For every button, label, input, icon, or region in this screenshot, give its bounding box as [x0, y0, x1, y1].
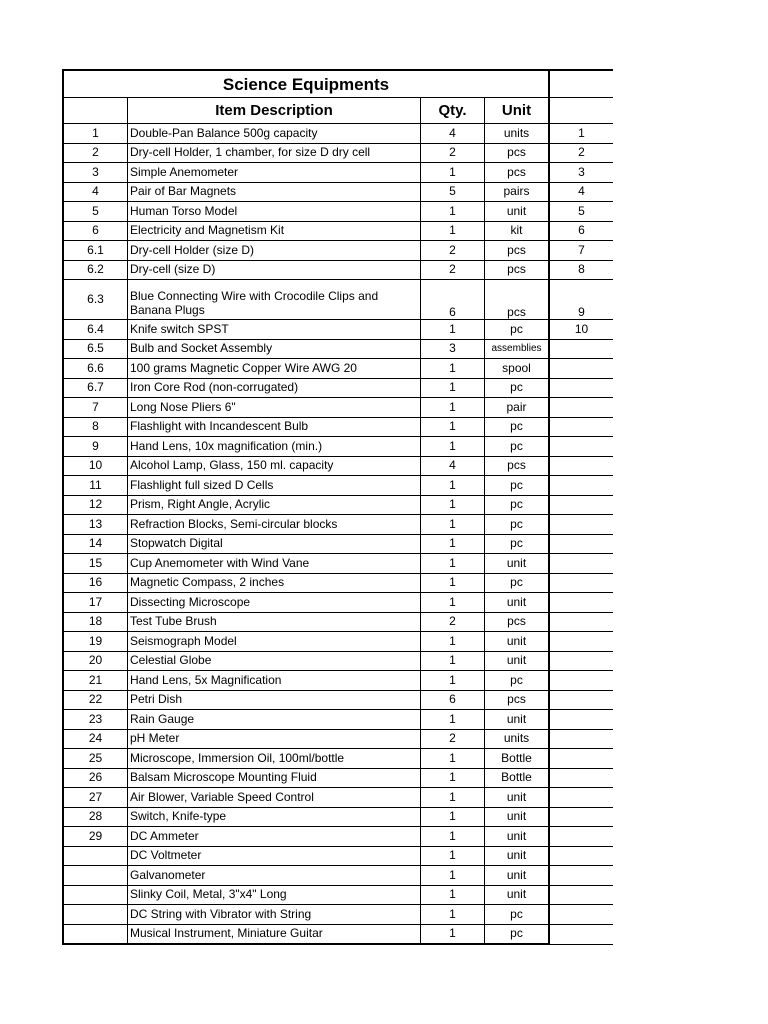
cell-qty[interactable]: 2 [421, 612, 485, 632]
cell-ext[interactable] [549, 671, 613, 691]
cell-description[interactable]: 100 grams Magnetic Copper Wire AWG 20 [128, 359, 421, 379]
cell-unit[interactable]: pcs [485, 456, 550, 476]
cell-qty[interactable]: 2 [421, 143, 485, 163]
cell-description[interactable]: Magnetic Compass, 2 inches [128, 573, 421, 593]
cell-ext[interactable] [549, 398, 613, 418]
cell-ext[interactable] [549, 359, 613, 379]
cell-ext[interactable]: 2 [549, 143, 613, 163]
cell-qty[interactable]: 1 [421, 320, 485, 340]
cell-description[interactable]: Musical Instrument, Miniature Guitar [128, 924, 421, 944]
cell-number[interactable]: 6.6 [63, 359, 128, 379]
cell-unit[interactable]: pcs [485, 241, 550, 261]
table-row [63, 143, 613, 163]
cell-ext[interactable] [549, 632, 613, 652]
table-row [63, 417, 613, 437]
cell-qty[interactable]: 2 [421, 241, 485, 261]
table-row [63, 671, 613, 691]
cell-unit[interactable]: unit [485, 866, 550, 886]
cell-number[interactable]: 4 [63, 182, 128, 202]
cell-qty[interactable]: 1 [421, 417, 485, 437]
cell-ext[interactable]: 4 [549, 182, 613, 202]
table-row [63, 515, 613, 535]
table-row [63, 846, 613, 866]
cell-ext[interactable] [549, 788, 613, 808]
cell-number[interactable]: 25 [63, 749, 128, 769]
cell-ext[interactable] [549, 476, 613, 496]
cell-number[interactable]: 14 [63, 534, 128, 554]
cell-qty[interactable]: 6 [421, 280, 485, 320]
cell-unit[interactable]: kit [485, 221, 550, 241]
cell-number[interactable]: 10 [63, 456, 128, 476]
cell-ext[interactable] [549, 554, 613, 574]
cell-ext[interactable] [549, 924, 613, 944]
cell-ext[interactable] [549, 827, 613, 847]
cell-unit[interactable]: unit [485, 593, 550, 613]
cell-unit[interactable]: pc [485, 320, 550, 340]
table-row [63, 690, 613, 710]
cell-ext[interactable] [549, 690, 613, 710]
cell-unit[interactable]: pc [485, 534, 550, 554]
cell-qty[interactable]: 1 [421, 593, 485, 613]
cell-qty[interactable]: 1 [421, 221, 485, 241]
cell-ext[interactable] [549, 651, 613, 671]
sheet-title[interactable]: Science Equipments [63, 70, 549, 98]
cell-qty[interactable]: 1 [421, 885, 485, 905]
cell-unit[interactable]: pc [485, 417, 550, 437]
cell-ext[interactable]: 5 [549, 202, 613, 222]
cell-description[interactable]: Alcohol Lamp, Glass, 150 ml. capacity [128, 456, 421, 476]
cell-ext[interactable] [549, 866, 613, 886]
table-row [63, 124, 613, 144]
header-description[interactable]: Item Description [128, 98, 421, 124]
cell-number[interactable]: 5 [63, 202, 128, 222]
table-row [63, 807, 613, 827]
cell-ext[interactable] [549, 846, 613, 866]
header-number[interactable] [63, 98, 128, 124]
cell-number[interactable]: 19 [63, 632, 128, 652]
cell-description[interactable]: Hand Lens, 5x Magnification [128, 671, 421, 691]
cell-description[interactable]: Bulb and Socket Assembly [128, 339, 421, 359]
cell-ext[interactable] [549, 729, 613, 749]
cell-description[interactable]: Double-Pan Balance 500g capacity [128, 124, 421, 144]
cell-qty[interactable]: 1 [421, 788, 485, 808]
cell-description[interactable]: Knife switch SPST [128, 320, 421, 340]
cell-ext[interactable]: 6 [549, 221, 613, 241]
cell-number[interactable]: 9 [63, 437, 128, 457]
cell-description[interactable]: Long Nose Pliers 6" [128, 398, 421, 418]
header-unit[interactable]: Unit [485, 98, 550, 124]
table-row [63, 398, 613, 418]
cell-number[interactable]: 21 [63, 671, 128, 691]
cell-description[interactable]: Rain Gauge [128, 710, 421, 730]
cell-qty[interactable]: 2 [421, 260, 485, 280]
cell-number[interactable]: 6.4 [63, 320, 128, 340]
table-row [63, 241, 613, 261]
table-row [63, 768, 613, 788]
cell-unit[interactable]: unit [485, 651, 550, 671]
cell-description[interactable]: Flashlight with Incandescent Bulb [128, 417, 421, 437]
table-row [63, 260, 613, 280]
cell-number[interactable] [63, 846, 128, 866]
cell-unit[interactable]: units [485, 124, 550, 144]
cell-unit[interactable]: pcs [485, 163, 550, 183]
cell-ext[interactable] [549, 573, 613, 593]
cell-description[interactable]: Test Tube Brush [128, 612, 421, 632]
cell-number[interactable] [63, 885, 128, 905]
table-row [63, 827, 613, 847]
table-row [63, 221, 613, 241]
cell-description[interactable]: Slinky Coil, Metal, 3"x4" Long [128, 885, 421, 905]
cell-ext[interactable]: 8 [549, 260, 613, 280]
table-row [63, 339, 613, 359]
cell-number[interactable]: 7 [63, 398, 128, 418]
cell-description[interactable]: Electricity and Magnetism Kit [128, 221, 421, 241]
table-row [63, 476, 613, 496]
cell-number[interactable]: 26 [63, 768, 128, 788]
cell-unit[interactable]: pc [485, 378, 550, 398]
cell-description[interactable]: DC Voltmeter [128, 846, 421, 866]
cell-qty[interactable]: 1 [421, 905, 485, 925]
cell-qty[interactable]: 1 [421, 827, 485, 847]
cell-description[interactable]: DC String with Vibrator with String [128, 905, 421, 925]
cell-ext[interactable] [549, 378, 613, 398]
table-row [63, 885, 613, 905]
cell-number[interactable]: 1 [63, 124, 128, 144]
cell-ext[interactable]: 10 [549, 320, 613, 340]
cell-unit[interactable]: pc [485, 437, 550, 457]
cell-qty[interactable]: 1 [421, 359, 485, 379]
cell-number[interactable]: 27 [63, 788, 128, 808]
cell-number[interactable]: 11 [63, 476, 128, 496]
cell-unit[interactable]: pc [485, 476, 550, 496]
cell-unit[interactable]: unit [485, 846, 550, 866]
cell-ext[interactable] [549, 417, 613, 437]
cell-description[interactable]: DC Ammeter [128, 827, 421, 847]
cell-unit[interactable]: assemblies [485, 339, 550, 359]
cell-qty[interactable]: 1 [421, 515, 485, 535]
cell-number[interactable]: 6.3 [63, 280, 128, 320]
cell-qty[interactable]: 3 [421, 339, 485, 359]
cell-description[interactable]: Dissecting Microscope [128, 593, 421, 613]
cell-number[interactable]: 22 [63, 690, 128, 710]
cell-qty[interactable]: 1 [421, 163, 485, 183]
cell-qty[interactable]: 4 [421, 124, 485, 144]
table-row [63, 182, 613, 202]
cell-number[interactable]: 6.7 [63, 378, 128, 398]
cell-ext[interactable] [549, 612, 613, 632]
cell-qty[interactable]: 5 [421, 182, 485, 202]
title-row [63, 70, 613, 98]
cell-number[interactable]: 13 [63, 515, 128, 535]
cell-qty[interactable]: 1 [421, 768, 485, 788]
cell-number[interactable]: 24 [63, 729, 128, 749]
cell-unit[interactable]: units [485, 729, 550, 749]
cell-number[interactable]: 3 [63, 163, 128, 183]
cell-unit[interactable]: Bottle [485, 768, 550, 788]
table-row [63, 554, 613, 574]
cell-unit[interactable]: pairs [485, 182, 550, 202]
cell-unit[interactable]: unit [485, 807, 550, 827]
cell-number[interactable]: 23 [63, 710, 128, 730]
cell-number[interactable]: 29 [63, 827, 128, 847]
cell-description[interactable]: pH Meter [128, 729, 421, 749]
header-ext[interactable] [549, 98, 613, 124]
cell-number[interactable]: 6.1 [63, 241, 128, 261]
title-ext-cell[interactable] [549, 70, 613, 98]
cell-number[interactable]: 18 [63, 612, 128, 632]
cell-description[interactable]: Blue Connecting Wire with Crocodile Clips and Banana Plugs [128, 280, 421, 320]
cell-number[interactable] [63, 905, 128, 925]
table-row [63, 924, 613, 944]
cell-description[interactable]: Air Blower, Variable Speed Control [128, 788, 421, 808]
cell-number[interactable]: 28 [63, 807, 128, 827]
table-row [63, 320, 613, 340]
cell-number[interactable]: 6.2 [63, 260, 128, 280]
cell-qty[interactable]: 1 [421, 495, 485, 515]
cell-description[interactable]: Prism, Right Angle, Acrylic [128, 495, 421, 515]
table-row [63, 788, 613, 808]
cell-unit[interactable]: unit [485, 788, 550, 808]
cell-description[interactable]: Dry-cell (size D) [128, 260, 421, 280]
cell-description[interactable]: Simple Anemometer [128, 163, 421, 183]
equipment-table [62, 69, 613, 945]
cell-qty[interactable]: 1 [421, 437, 485, 457]
cell-unit[interactable]: pcs [485, 280, 550, 320]
table-row [63, 163, 613, 183]
cell-unit[interactable]: unit [485, 554, 550, 574]
cell-unit[interactable]: pair [485, 398, 550, 418]
cell-unit[interactable]: unit [485, 710, 550, 730]
cell-qty[interactable]: 1 [421, 378, 485, 398]
cell-number[interactable] [63, 866, 128, 886]
cell-ext[interactable] [549, 534, 613, 554]
table-row [63, 593, 613, 613]
table-row [63, 534, 613, 554]
table-row [63, 359, 613, 379]
cell-number[interactable] [63, 924, 128, 944]
cell-unit[interactable]: Bottle [485, 749, 550, 769]
cell-ext[interactable] [549, 885, 613, 905]
cell-ext[interactable] [549, 768, 613, 788]
cell-qty[interactable]: 1 [421, 398, 485, 418]
cell-ext[interactable] [549, 515, 613, 535]
cell-description[interactable]: Petri Dish [128, 690, 421, 710]
cell-qty[interactable]: 1 [421, 749, 485, 769]
cell-qty[interactable]: 1 [421, 632, 485, 652]
cell-unit[interactable]: unit [485, 632, 550, 652]
cell-number[interactable]: 8 [63, 417, 128, 437]
cell-unit[interactable]: pcs [485, 143, 550, 163]
cell-ext[interactable] [549, 593, 613, 613]
cell-description[interactable]: Microscope, Immersion Oil, 100ml/bottle [128, 749, 421, 769]
table-row [63, 632, 613, 652]
cell-number[interactable]: 2 [63, 143, 128, 163]
table-row [63, 495, 613, 515]
cell-number[interactable]: 15 [63, 554, 128, 574]
cell-ext[interactable] [549, 749, 613, 769]
cell-ext[interactable]: 7 [549, 241, 613, 261]
cell-qty[interactable]: 1 [421, 807, 485, 827]
header-row [63, 98, 613, 124]
cell-ext[interactable] [549, 905, 613, 925]
cell-number[interactable]: 6.5 [63, 339, 128, 359]
cell-description[interactable]: Human Torso Model [128, 202, 421, 222]
cell-unit[interactable]: pcs [485, 612, 550, 632]
cell-description[interactable]: Stopwatch Digital [128, 534, 421, 554]
cell-qty[interactable]: 4 [421, 456, 485, 476]
cell-description[interactable]: Dry-cell Holder, 1 chamber, for size D dry cell [128, 143, 421, 163]
cell-number[interactable]: 16 [63, 573, 128, 593]
cell-ext[interactable]: 3 [549, 163, 613, 183]
cell-ext[interactable] [549, 495, 613, 515]
cell-description[interactable]: Celestial Globe [128, 651, 421, 671]
cell-description[interactable]: Switch, Knife-type [128, 807, 421, 827]
table-row [63, 866, 613, 886]
cell-qty[interactable]: 1 [421, 554, 485, 574]
cell-qty[interactable]: 1 [421, 573, 485, 593]
cell-ext[interactable] [549, 710, 613, 730]
table-row [63, 612, 613, 632]
table-row [63, 905, 613, 925]
cell-qty[interactable]: 2 [421, 729, 485, 749]
cell-qty[interactable]: 1 [421, 651, 485, 671]
cell-ext[interactable] [549, 437, 613, 457]
cell-description[interactable]: Galvanometer [128, 866, 421, 886]
cell-unit[interactable]: pc [485, 671, 550, 691]
cell-description[interactable]: Balsam Microscope Mounting Fluid [128, 768, 421, 788]
cell-unit[interactable]: pc [485, 573, 550, 593]
table-row [63, 456, 613, 476]
table-row [63, 749, 613, 769]
cell-unit[interactable]: pc [485, 495, 550, 515]
table-row [63, 729, 613, 749]
table-row [63, 573, 613, 593]
cell-ext[interactable] [549, 339, 613, 359]
cell-unit[interactable]: pc [485, 515, 550, 535]
table-row [63, 280, 613, 320]
cell-number[interactable]: 20 [63, 651, 128, 671]
cell-unit[interactable]: pc [485, 924, 550, 944]
cell-unit[interactable]: pcs [485, 690, 550, 710]
cell-unit[interactable]: unit [485, 885, 550, 905]
cell-number[interactable]: 17 [63, 593, 128, 613]
cell-number[interactable]: 12 [63, 495, 128, 515]
cell-description[interactable]: Dry-cell Holder (size D) [128, 241, 421, 261]
cell-qty[interactable]: 1 [421, 476, 485, 496]
cell-unit[interactable]: spool [485, 359, 550, 379]
header-qty[interactable]: Qty. [421, 98, 485, 124]
cell-ext[interactable]: 1 [549, 124, 613, 144]
cell-qty[interactable]: 1 [421, 710, 485, 730]
cell-description[interactable]: Refraction Blocks, Semi-circular blocks [128, 515, 421, 535]
cell-qty[interactable]: 6 [421, 690, 485, 710]
cell-ext[interactable] [549, 456, 613, 476]
cell-qty[interactable]: 1 [421, 534, 485, 554]
cell-number[interactable]: 6 [63, 221, 128, 241]
cell-unit[interactable]: unit [485, 827, 550, 847]
cell-qty[interactable]: 1 [421, 846, 485, 866]
table-row [63, 710, 613, 730]
table-row [63, 378, 613, 398]
cell-description[interactable]: Hand Lens, 10x magnification (min.) [128, 437, 421, 457]
table-row [63, 437, 613, 457]
cell-unit[interactable]: pc [485, 905, 550, 925]
table-row [63, 651, 613, 671]
cell-qty[interactable]: 1 [421, 866, 485, 886]
cell-unit[interactable]: pcs [485, 260, 550, 280]
cell-unit[interactable]: unit [485, 202, 550, 222]
cell-description[interactable]: Iron Core Rod (non-corrugated) [128, 378, 421, 398]
cell-description[interactable]: Seismograph Model [128, 632, 421, 652]
cell-ext[interactable]: 9 [549, 280, 613, 320]
cell-qty[interactable]: 1 [421, 202, 485, 222]
cell-description[interactable]: Cup Anemometer with Wind Vane [128, 554, 421, 574]
cell-ext[interactable] [549, 807, 613, 827]
cell-description[interactable]: Pair of Bar Magnets [128, 182, 421, 202]
cell-description[interactable]: Flashlight full sized D Cells [128, 476, 421, 496]
spreadsheet [62, 69, 613, 945]
table-row [63, 202, 613, 222]
cell-qty[interactable]: 1 [421, 924, 485, 944]
cell-qty[interactable]: 1 [421, 671, 485, 691]
